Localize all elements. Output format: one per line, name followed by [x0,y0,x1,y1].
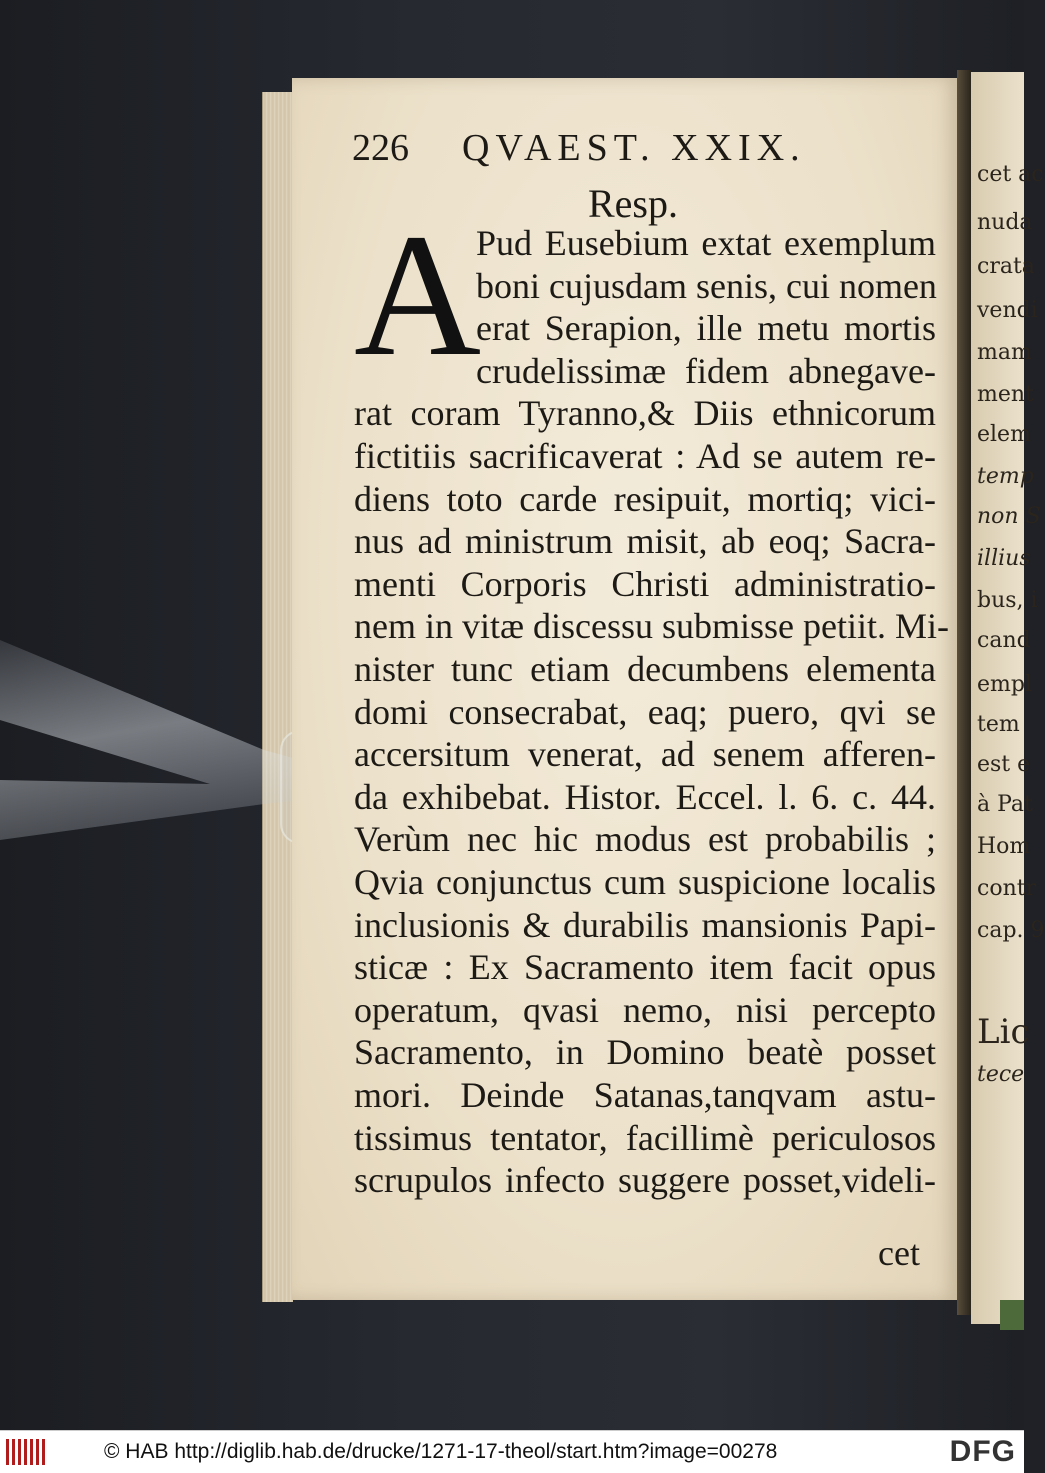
running-title: QVAEST. XXIX. [462,127,806,169]
page-stack-edge [262,92,293,1302]
text-line: Pud Eusebium extat exemplum [476,223,936,263]
facing-page-fragment: crata [977,254,1035,279]
text-line: nem in vitæ discessu submisse petiit. Mi- [354,606,949,647]
catchword: cet [878,1233,920,1273]
facing-page-fragment: cand [977,628,1031,653]
text-line: menti Corporis Christi administratio- [354,563,936,604]
facing-page-fragment: cet ac [977,162,1044,187]
text-line: scrupulos infecto suggere posset,videli- [354,1160,936,1201]
footer-credit-link[interactable]: © HAB http://diglib.hab.de/drucke/1271-17-theol/start.htm?image=00278 [104,1440,778,1463]
page-number: 226 [352,127,409,169]
facing-page-fragment: tece [977,1062,1025,1087]
text-line: domi consecrabat, eaq; puero, qvi se [354,691,936,732]
text-line: diens toto carde resipuit, mortiq; vici- [354,478,936,519]
footer-bar [0,1430,1024,1473]
dfg-logo: DFG [949,1435,1016,1468]
facing-page-fragment: empl [977,672,1032,697]
text-line: nister tunc etiam decumbens elementa [354,649,936,689]
drop-cap: A [354,198,482,393]
text-line: inclusionis & durabilis mansionis Papi- [354,904,936,945]
text-line: sticæ : Ex Sacramento item facit opus [354,947,936,988]
facing-page-fragment: cap. 9 [977,918,1045,943]
section-heading: Resp. [588,181,678,226]
facing-page-fragment: temp [977,464,1034,489]
facing-page-fragment: nuda [977,210,1033,235]
facing-page [971,72,1045,1324]
hab-logo-icon [6,1439,45,1465]
facing-page-fragment: ment [977,382,1034,407]
text-line: erat Serapion, ille metu mortis [476,308,936,349]
green-binding-strip [1000,1300,1024,1330]
facing-page-fragment: elem [977,422,1031,447]
book-gutter [957,70,971,1315]
text-line: Verùm nec hic modus est probabilis ; [354,819,936,860]
text-line: mori. Deinde Satanas,tanqvam astu- [354,1075,936,1115]
text-line: operatum, qvasi nemo, nisi percepto [354,989,936,1030]
text-line: Sacramento, in Domino beatè posset [354,1032,936,1073]
facing-page-fragment: bus, i [977,588,1038,613]
text-line: da exhibebat. Histor. Eccel. l. 6. c. 44. [354,776,936,817]
facing-page-fragment: vendi [977,298,1038,323]
facing-page-fragment: non S [977,504,1041,529]
text-line: crudelissimæ fidem abnegave- [476,350,936,391]
text-line: Qvia conjunctus cum suspicione localis [354,862,936,902]
facing-page-fragment: Hom [977,834,1031,859]
facing-page-fragment: tem [977,712,1020,737]
text-line: boni cujusdam senis, cui nomen [476,265,937,306]
facing-page-fragment: contr [977,876,1037,901]
text-line: accersitum venerat, ad senem afferen- [354,734,936,775]
facing-page-fragment: à Pat [977,792,1033,817]
text-line: tissimus tentator, facillimè periculosos [354,1117,936,1158]
facing-page-fragment: est e [977,752,1031,777]
text-line: nus ad ministrum misit, ab eoq; Sacra- [354,521,936,562]
text-line: fictitiis sacrificaverat : Ad se autem re- [354,436,936,476]
facing-page-fragment: illius [977,546,1031,571]
facing-page-fragment: mam [977,340,1032,365]
text-line: rat coram Tyranno,& Diis ethnicorum [354,393,936,434]
facing-page-fragment: Lic [977,1012,1030,1052]
